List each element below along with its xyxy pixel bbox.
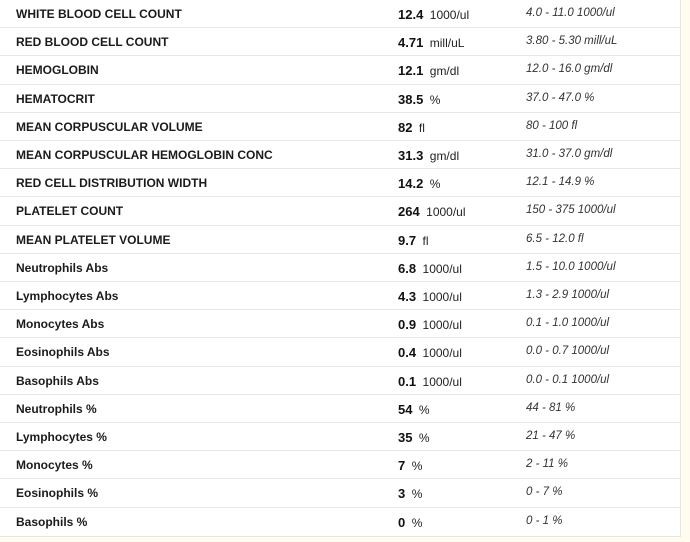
test-unit: 1000/ul [429, 8, 470, 22]
test-unit: 1000/ul [422, 374, 462, 389]
test-value: 6.8 [398, 260, 417, 276]
result-row-mcv [0, 113, 680, 141]
reference-range: 37.0 - 47.0 % [526, 91, 595, 104]
test-result [398, 344, 462, 362]
reference-range: 21 - 47 % [526, 430, 576, 442]
test-result [398, 288, 462, 306]
result-row-eosinophils-abs [0, 338, 680, 366]
test-value: 82 [398, 119, 413, 135]
test-name: RED CELL DISTRIBUTION WIDTH [16, 176, 208, 191]
test-value: 0 [398, 514, 406, 530]
test-name: HEMATOCRIT [16, 91, 95, 106]
test-result [398, 119, 425, 137]
reference-range: 1.5 - 10.0 1000/ul [526, 260, 616, 273]
reference-range: 0.0 - 0.1 1000/ul [526, 373, 610, 386]
result-row-basophils-abs [0, 367, 680, 395]
test-name: MEAN PLATELET VOLUME [16, 232, 171, 247]
result-row-monocytes-abs [0, 310, 680, 338]
test-value: 4.3 [398, 289, 417, 304]
test-unit: fl [418, 120, 425, 135]
result-row-hemoglobin [0, 56, 680, 84]
test-unit: 1000/ul [426, 205, 466, 220]
test-unit: % [411, 487, 423, 502]
test-value: 9.7 [398, 232, 417, 248]
reference-range: 1.3 - 2.9 1000/ul [526, 289, 610, 301]
test-unit: 1000/ul [422, 290, 462, 304]
test-name: HEMOGLOBIN [16, 63, 99, 78]
test-result [398, 514, 422, 532]
test-result [398, 485, 422, 503]
reference-range: 12.1 - 14.9 % [526, 176, 595, 189]
test-name: PLATELET COUNT [16, 204, 124, 219]
test-name: Neutrophils Abs [16, 260, 109, 275]
test-name: Basophils % [16, 514, 88, 529]
test-result [398, 232, 429, 250]
test-unit: % [411, 515, 423, 530]
test-unit: mill/uL [429, 36, 465, 51]
reference-range: 6.5 - 12.0 fl [526, 232, 584, 245]
reference-range: 44 - 81 % [526, 401, 576, 414]
result-row-neutrophils-pct [0, 395, 680, 423]
test-result [398, 62, 459, 80]
result-row-platelet [0, 197, 680, 225]
result-row-rdw [0, 169, 680, 197]
test-result [398, 91, 440, 109]
test-value: 0.1 [398, 373, 417, 389]
result-row-mpv [0, 226, 680, 254]
result-row-rbc [0, 28, 680, 56]
result-row-mchc [0, 141, 680, 169]
test-name: RED BLOOD CELL COUNT [16, 35, 169, 50]
test-value: 7 [398, 458, 406, 474]
test-value: 12.1 [398, 63, 424, 79]
test-result [398, 203, 466, 221]
result-row-hematocrit [0, 85, 680, 113]
test-name: Lymphocytes Abs [16, 289, 119, 303]
reference-range: 0.1 - 1.0 1000/ul [526, 317, 610, 330]
reference-range: 0.0 - 0.7 1000/ul [526, 345, 610, 358]
result-row-neutrophils-abs [0, 254, 680, 282]
test-name: Neutrophils % [16, 401, 97, 416]
test-unit: 1000/ul [422, 346, 462, 361]
test-name: Basophils Abs [16, 373, 99, 388]
test-unit: % [418, 431, 430, 445]
test-result [398, 316, 462, 334]
test-result [398, 175, 440, 193]
reference-range: 80 - 100 fl [526, 119, 578, 132]
test-result [398, 6, 469, 24]
result-row-eosinophils-pct [0, 479, 680, 507]
test-result [398, 429, 430, 447]
test-value: 3 [398, 486, 406, 502]
test-name: Monocytes Abs [16, 317, 105, 332]
test-unit: 1000/ul [422, 261, 462, 276]
test-result [398, 34, 464, 52]
test-result [398, 260, 462, 278]
test-name: Lymphocytes % [16, 430, 107, 444]
test-value: 54 [398, 401, 413, 417]
reference-range: 2 - 11 % [526, 458, 568, 471]
reference-range: 4.0 - 11.0 1000/ul [526, 7, 615, 19]
test-value: 38.5 [398, 91, 424, 107]
result-row-monocytes-pct [0, 451, 680, 479]
reference-range: 12.0 - 16.0 gm/dl [526, 63, 613, 76]
test-value: 4.71 [398, 35, 424, 51]
result-row-lymphocytes-pct [0, 423, 680, 451]
test-unit: % [429, 92, 441, 107]
test-result [398, 147, 459, 165]
result-row-wbc [0, 0, 680, 28]
result-row-lymphocytes-abs [0, 282, 680, 310]
test-name: Eosinophils % [16, 486, 99, 501]
test-name: MEAN CORPUSCULAR VOLUME [16, 119, 203, 134]
reference-range: 31.0 - 37.0 gm/dl [526, 148, 613, 160]
reference-range: 0 - 7 % [526, 486, 563, 499]
reference-range: 0 - 1 % [526, 514, 563, 527]
test-value: 14.2 [398, 176, 424, 192]
test-value: 12.4 [398, 7, 424, 22]
test-unit: fl [422, 233, 429, 248]
test-unit: % [418, 402, 430, 417]
reference-range: 3.80 - 5.30 mill/uL [526, 35, 618, 48]
result-row-basophils-pct [0, 508, 680, 536]
test-unit: 1000/ul [422, 318, 462, 333]
test-unit: % [429, 177, 441, 192]
test-name: MEAN CORPUSCULAR HEMOGLOBIN CONC [16, 148, 273, 162]
test-value: 0.4 [398, 345, 417, 361]
test-result [398, 401, 430, 419]
test-unit: % [411, 459, 423, 474]
test-name: Monocytes % [16, 458, 93, 473]
test-value: 264 [398, 204, 420, 220]
test-result [398, 457, 422, 475]
test-unit: gm/dl [429, 149, 460, 163]
test-value: 31.3 [398, 148, 424, 163]
test-value: 0.9 [398, 317, 417, 333]
test-name: WHITE BLOOD CELL COUNT [16, 7, 182, 21]
test-value: 35 [398, 430, 413, 445]
test-name: Eosinophils Abs [16, 345, 110, 360]
reference-range: 150 - 375 1000/ul [526, 204, 616, 217]
test-unit: gm/dl [429, 64, 460, 79]
test-result [398, 373, 462, 391]
